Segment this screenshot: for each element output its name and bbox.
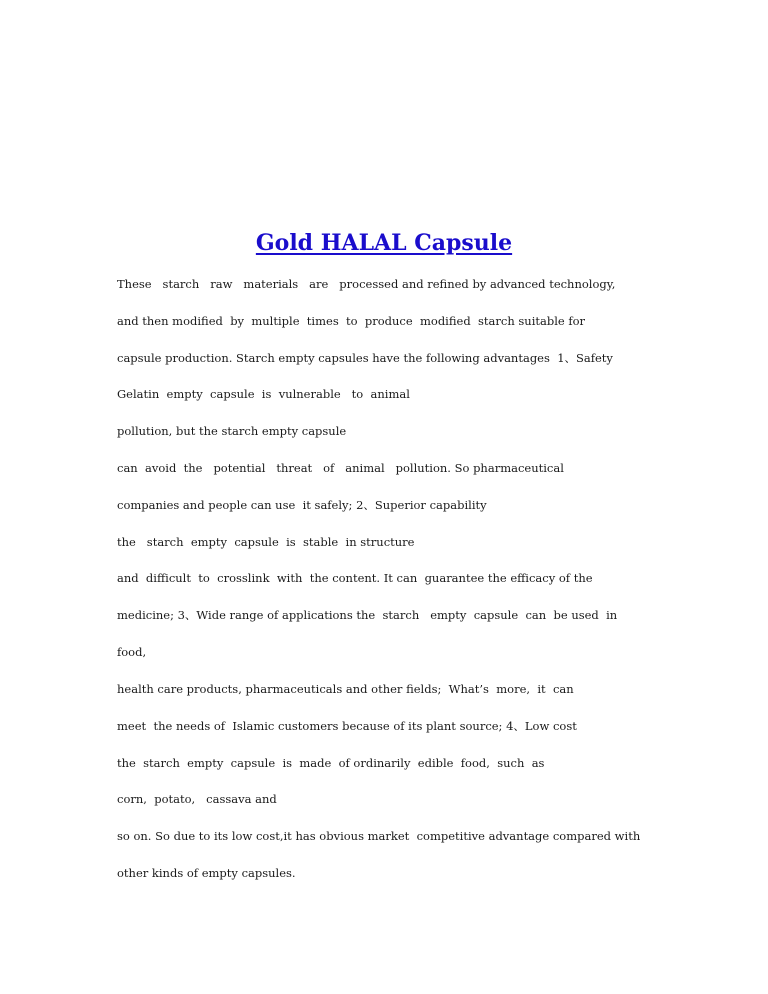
page-title bbox=[0, 228, 768, 258]
body-line: capsule production. Starch empty capsules have the following advantages 1、Safety bbox=[117, 351, 613, 365]
body-line: other kinds of empty capsules. bbox=[117, 866, 296, 880]
body-line: These starch raw materials are processed and refined by advanced technology, bbox=[117, 277, 616, 291]
body-line: and difficult to crosslink with the content. It can guarantee the efficacy of the bbox=[117, 571, 593, 585]
body-line: pollution, but the starch empty capsule bbox=[117, 424, 347, 438]
body-line: and then modified by multiple times to produce modified starch suitable for bbox=[117, 314, 586, 328]
body-line: companies and people can use it safely; 2、Superior capability bbox=[117, 498, 487, 512]
body-line: the starch empty capsule is stable in structure bbox=[117, 535, 415, 549]
body-line: food, bbox=[117, 645, 147, 659]
title-link[interactable]: Gold HALAL Capsule bbox=[255, 230, 513, 256]
body-line: Gelatin empty capsule is vulnerable to animal bbox=[117, 387, 410, 401]
body-line: health care products, pharmaceuticals and other fields; What’s more, it can bbox=[117, 682, 574, 696]
body-line: medicine; 3、Wide range of applications the starch empty capsule can be used in bbox=[117, 608, 618, 622]
body-line: can avoid the potential threat of animal pollution. So pharmaceutical bbox=[117, 461, 564, 475]
body-line: the starch empty capsule is made of ordinarily edible food, such as bbox=[117, 756, 545, 770]
body-line: so on. So due to its low cost,it has obvious market competitive advantage compared with bbox=[117, 829, 641, 843]
body-line: corn, potato, cassava and bbox=[117, 792, 277, 806]
body-line: meet the needs of Islamic customers because of its plant source; 4、Low cost bbox=[117, 719, 577, 733]
